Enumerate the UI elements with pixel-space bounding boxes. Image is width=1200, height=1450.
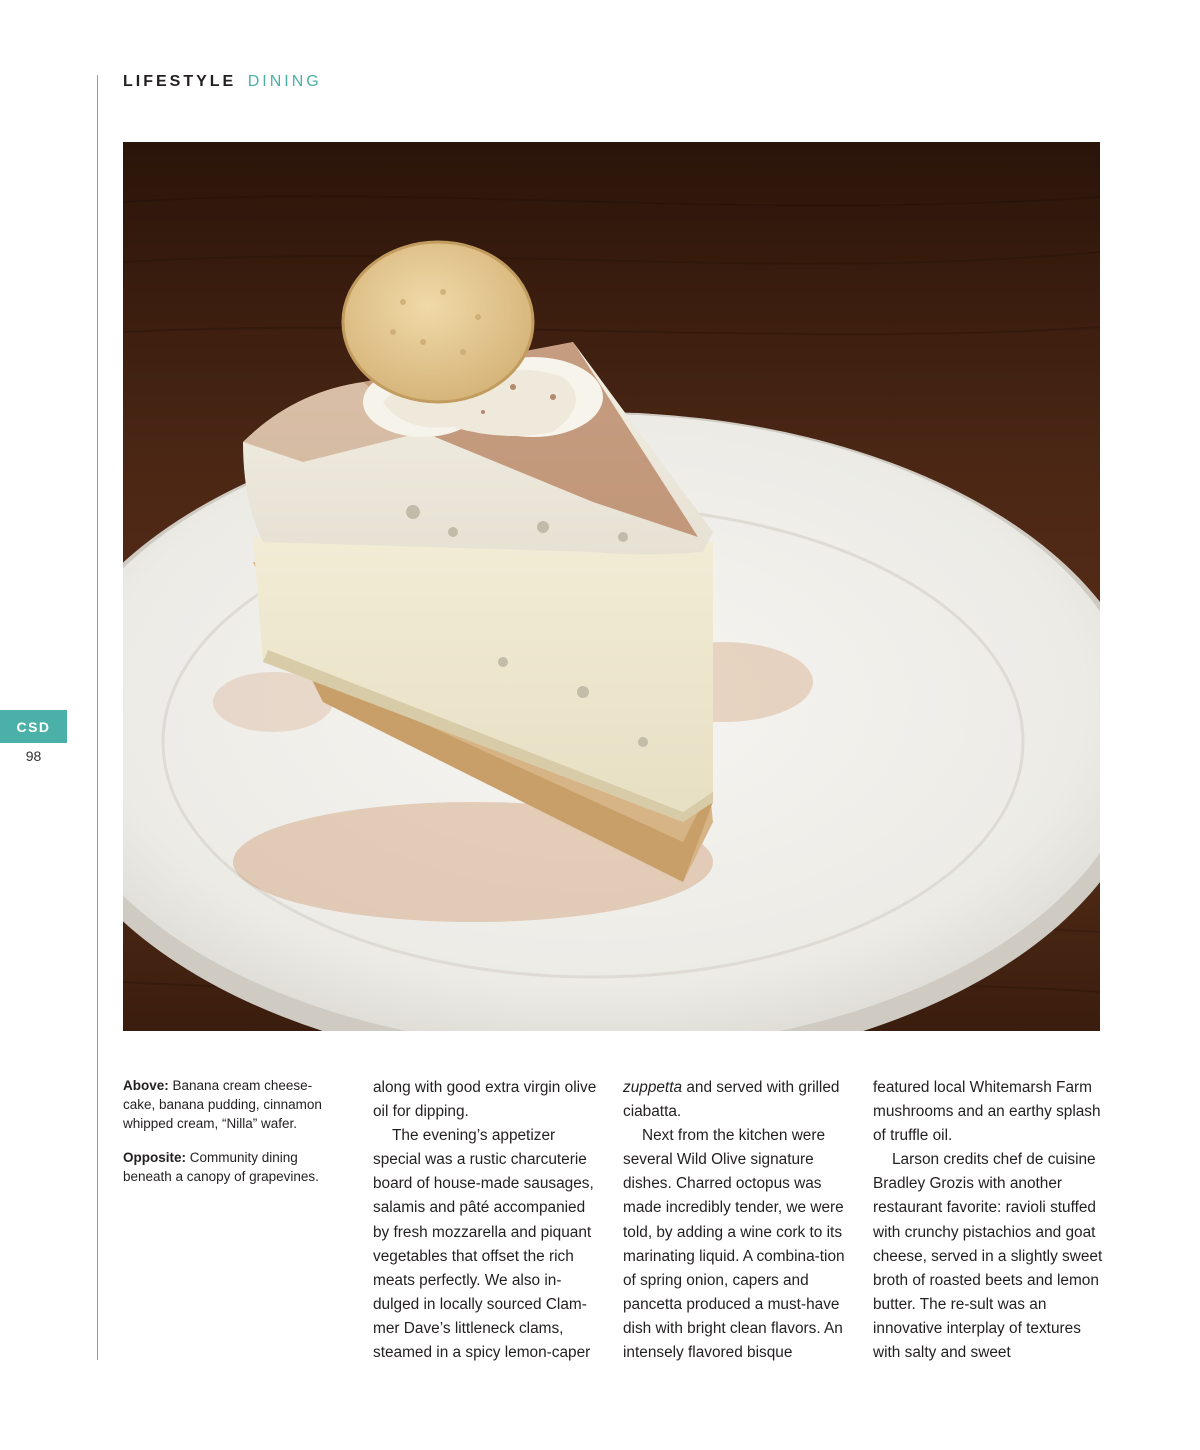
article-paragraph: featured local Whitemarsh Farm mushrooms and an earthy splash of truffle oil. (873, 1079, 1101, 1145)
cheesecake-photo (123, 142, 1100, 1031)
caption-opposite-text: Community dining beneath a canopy of grapevines. (123, 1150, 319, 1184)
article-paragraph: along with good extra virgin olive oil for dipping. (373, 1079, 597, 1121)
section-label: LIFESTYLE (123, 73, 237, 90)
article-column-2 (623, 1076, 855, 1365)
margin-rule (97, 75, 98, 1360)
subsection-label: DINING (247, 73, 322, 90)
caption-above-text: Banana cream cheese-cake, banana pudding, cinnamon whipped cream, “Nilla” wafer. (123, 1078, 322, 1131)
article-column-3 (873, 1076, 1105, 1365)
caption-opposite-label: Opposite: (123, 1150, 186, 1165)
article-column-1 (373, 1076, 605, 1365)
caption-above (123, 1076, 338, 1133)
page-number: 98 (25, 748, 42, 764)
dish-name: zuppetta (623, 1079, 683, 1096)
section-header (123, 71, 322, 93)
caption-opposite (123, 1148, 338, 1186)
article-paragraph (623, 1076, 855, 1124)
section-tab-label: CSD (16, 718, 51, 735)
photo-caption (123, 1076, 338, 1201)
article-text: and served with grilled ciabatta. (623, 1079, 840, 1121)
caption-above-label: Above: (123, 1078, 169, 1093)
section-tab (0, 710, 67, 743)
article-paragraph: Larson credits chef de cuisine Bradley Grozis with another restaurant favorite: ravioli stuffed with crunchy pistachios and goat cheese, served in a slightly sweet broth of roasted beets and lemon butter. The re-sult was an innovative interplay of textures with salty and sweet (873, 1151, 1103, 1362)
article-paragraph: Next from the kitchen were several Wild Olive signature dishes. Charred octopus was made incredibly tender, we were told, by adding a wine cork to its marinating liquid. A combina-tion of spring onion, capers and pancetta produced a must-have dish with bright clean flavors. An intensely flavored bisque (623, 1127, 845, 1362)
article-paragraph: The evening’s appetizer special was a rustic charcuterie board of house-made sausages, salamis and pâté accompanied by fresh mozzarella and piquant vegetables that offset the rich meats perfectly. We also in-dulged in locally sourced Clam-mer Dave’s littleneck clams, steamed in a spicy lemon-caper (373, 1127, 594, 1362)
